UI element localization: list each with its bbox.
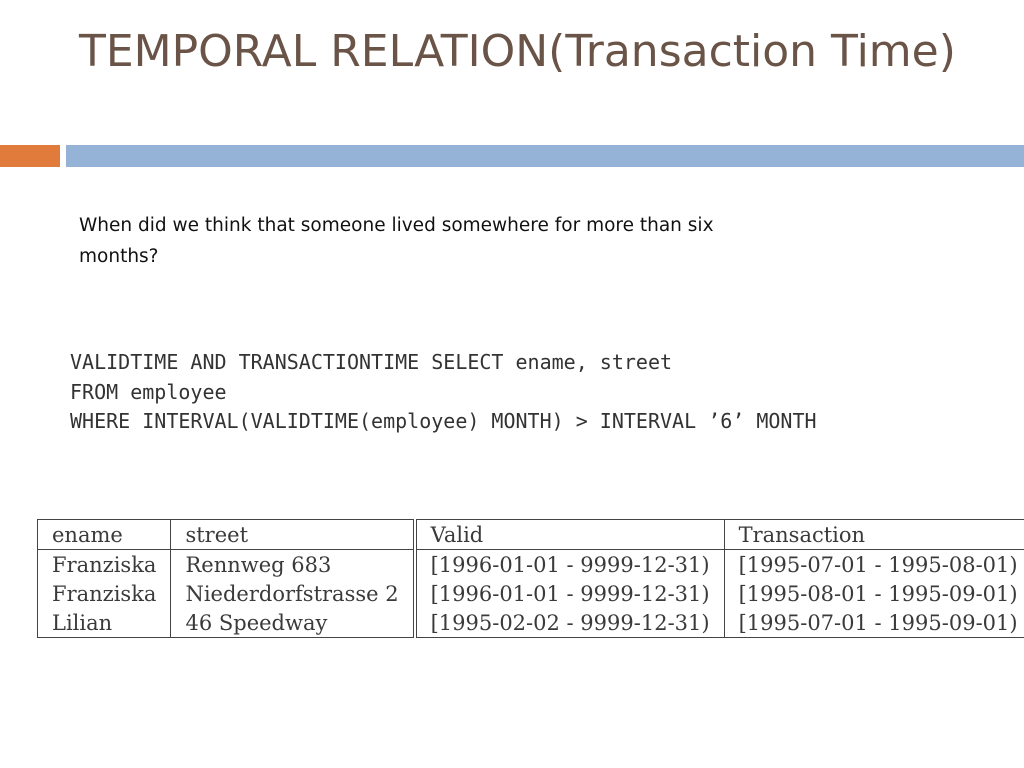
sql-line-3: WHERE INTERVAL(VALIDTIME(employee) MONTH) > INTERVAL ’6’ MONTH bbox=[70, 409, 817, 433]
cell-ename: Franziska bbox=[38, 550, 171, 580]
header-transaction: Transaction bbox=[724, 520, 1024, 550]
sql-line-1: VALIDTIME AND TRANSACTIONTIME SELECT ename, street bbox=[70, 350, 673, 374]
cell-valid: [1996-01-01 - 9999-12-31) bbox=[415, 550, 725, 580]
result-table bbox=[37, 519, 1024, 638]
header-valid: Valid bbox=[415, 520, 725, 550]
sql-line-2: FROM employee bbox=[70, 379, 227, 404]
cell-ename: Lilian bbox=[38, 608, 171, 638]
table-row bbox=[38, 550, 1024, 580]
sql-query bbox=[70, 348, 817, 437]
cell-transaction: [1995-07-01 - 1995-08-01) bbox=[738, 552, 1018, 577]
header-street: street bbox=[171, 520, 415, 550]
cell-transaction: [1995-07-01 - 1995-09-01) bbox=[738, 610, 1018, 635]
cell-ename: Franziska bbox=[38, 579, 171, 608]
header-ename: ename bbox=[38, 520, 171, 550]
slide-title: TEMPORAL RELATION(Transaction Time) bbox=[79, 26, 956, 77]
cell-transaction: [1995-08-01 - 1995-09-01) bbox=[738, 581, 1018, 606]
table-row bbox=[38, 579, 1024, 608]
table-header-row bbox=[38, 520, 1024, 550]
cell-valid: [1995-02-02 - 9999-12-31) bbox=[415, 608, 725, 638]
accent-bar-blue bbox=[66, 145, 1024, 167]
cell-street: Niederdorfstrasse 2 bbox=[171, 579, 415, 608]
cell-street: Rennweg 683 bbox=[171, 550, 415, 580]
cell-street: 46 Speedway bbox=[171, 608, 415, 638]
table-row bbox=[38, 608, 1024, 638]
cell-valid: [1996-01-01 - 9999-12-31) bbox=[415, 579, 725, 608]
question-text: When did we think that someone lived somewhere for more than six months? bbox=[79, 215, 714, 267]
accent-bar-orange bbox=[0, 145, 60, 167]
